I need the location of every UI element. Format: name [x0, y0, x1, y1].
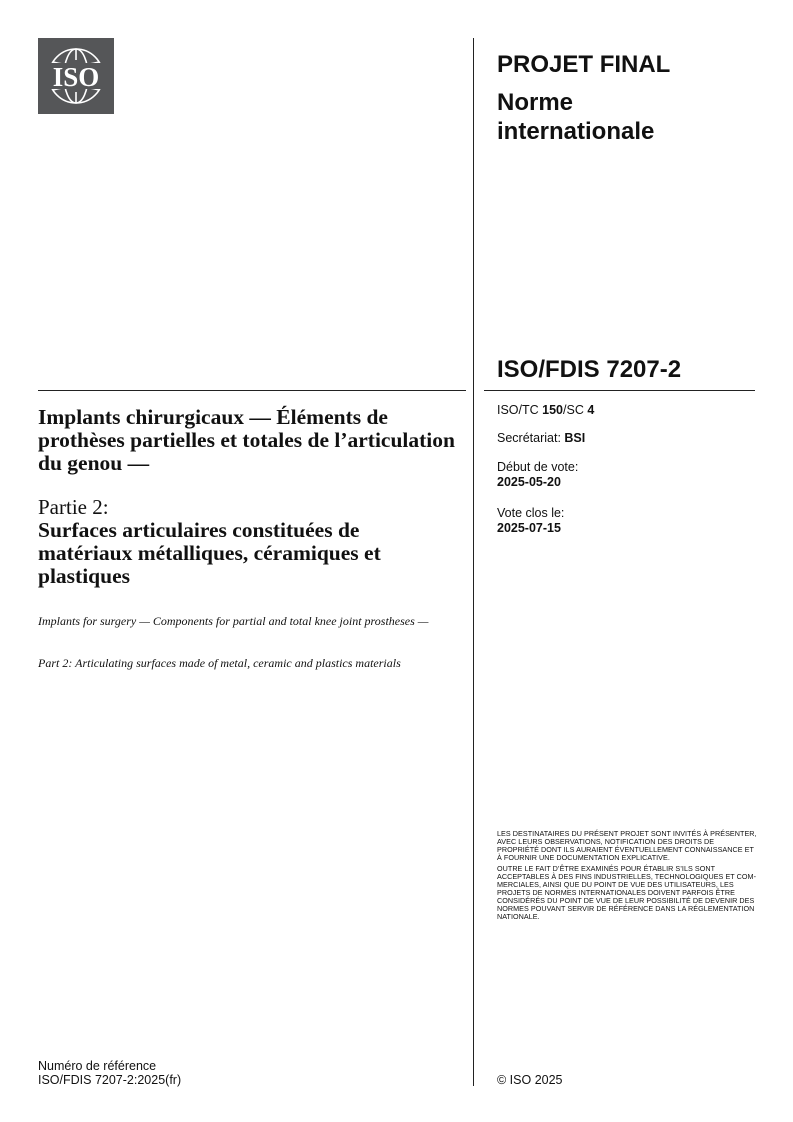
- title-en-part: Part 2: Articulating surfaces made of metal, ceramic and plastics materials: [38, 656, 401, 670]
- status-line: PROJET FINAL: [497, 51, 671, 78]
- notice-paragraph-1: LES DESTINATAIRES DU PRÉSENT PROJET SONT INVITÉS À PRÉSENTER, AVEC LEURS OBSERVATIONS, NOTIFICATION DES DROITS DE PROPRIÉTÉ DONT ILS AURAIENT ÉVENTUELLEMENT CONNAISSANCE ET À FOURNIR UNE DOCUMENTATION EXPLICATIVE.: [497, 829, 757, 862]
- part-label: Partie 2:: [38, 495, 109, 519]
- copyright: © ISO 2025: [497, 1073, 563, 1087]
- vote-start-date: 2025-05-20: [497, 475, 561, 489]
- doc-type-line1: Norme: [497, 89, 574, 116]
- document-number: ISO/FDIS 7207-2: [497, 356, 682, 383]
- iso-logo: [38, 38, 114, 114]
- committee-tc: 150: [542, 403, 564, 417]
- horizontal-divider-right: [484, 390, 755, 391]
- vote-end-label: Vote clos le:: [497, 506, 565, 520]
- logo-text: ISO: [52, 62, 100, 92]
- vote-end-date: 2025-07-15: [497, 521, 561, 535]
- committee-prefix: ISO/TC: [497, 403, 543, 417]
- vote-start: [497, 460, 578, 490]
- reference-number: [38, 1059, 181, 1087]
- title-fr-main: Implants chirurgicaux — Éléments de prothèses partielles et totales de l’articulation du genou —: [38, 405, 455, 475]
- title-en-main: Implants for surgery — Components for partial and total knee joint prostheses —: [38, 614, 429, 628]
- secretariat: [497, 431, 585, 446]
- vertical-divider: [473, 38, 474, 1086]
- committee-sep: /SC: [563, 403, 588, 417]
- doc-type-line2: internationale: [497, 118, 655, 145]
- horizontal-divider-left: [38, 390, 466, 391]
- reference-value: ISO/FDIS 7207-2:2025(fr): [38, 1073, 182, 1087]
- notice: [497, 830, 757, 924]
- iso-globe-icon: [38, 38, 114, 114]
- notice-paragraph-2: OUTRE LE FAIT D’ÊTRE EXAMINÉS POUR ÉTABLIR S’ILS SONT ACCEPTABLES À DES FINS INDUSTRIELLES, TECHNOLOGIQUES ET COM-MERCIALES, AINSI QUE DU POINT DE VUE DES UTILISATEURS, LES PROJETS DE NORMES INTERNATIONALES DOIVENT PARFOIS ÊTRE CONSIDÉRÉS DU POINT DE VUE DE LEUR POSSIBILITÉ DE DEVENIR DES NORMES POUVANT SERVIR DE RÉFÉRENCE DANS LA RÉGLEMENTATION NATIONALE.: [497, 864, 757, 921]
- part-title-fr: Surfaces articulaires constituées de matériaux métalliques, céramiques et plastiques: [38, 518, 381, 588]
- vote-start-label: Début de vote:: [497, 460, 579, 474]
- secretariat-value: BSI: [564, 431, 586, 445]
- vote-end: [497, 506, 564, 536]
- committee-sc: 4: [587, 403, 595, 417]
- committee: [497, 403, 594, 418]
- reference-label: Numéro de référence: [38, 1059, 157, 1073]
- secretariat-label: Secrétariat:: [497, 431, 565, 445]
